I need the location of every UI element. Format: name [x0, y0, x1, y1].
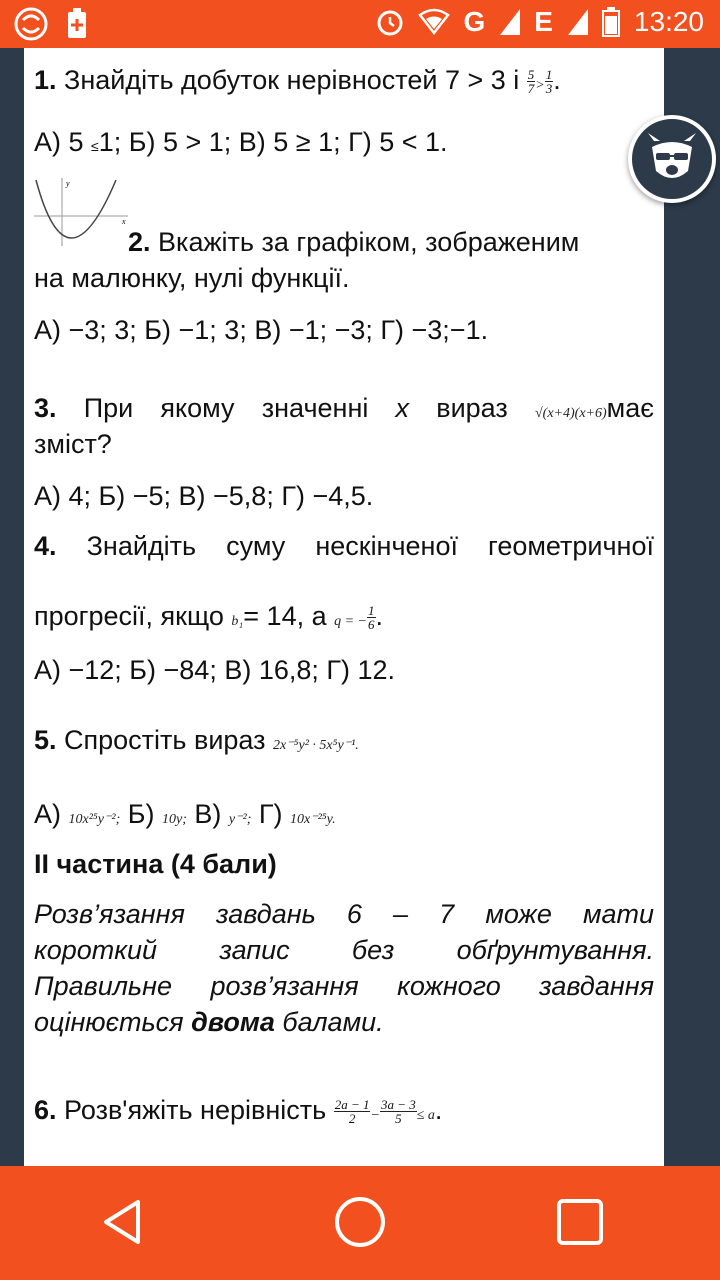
back-icon — [94, 1192, 154, 1252]
home-button[interactable] — [330, 1192, 390, 1252]
fraction: $\frac{1}{3}$ — [545, 67, 553, 97]
document-page[interactable] — [24, 48, 664, 1166]
instructions-line-4: оцінюється двома балами. — [34, 1007, 384, 1037]
network-type-label: G — [463, 6, 487, 37]
section-heading: ІІ частина (4 бали) — [34, 849, 277, 879]
question-4-line-2: прогресії, якщо b₁= 14, а q = − $\frac{1}{6}$ . — [34, 601, 384, 633]
instructions-line-1: Розв’язання завдань 6 – 7 може мати — [34, 899, 654, 929]
signal-icon-2 — [568, 9, 588, 35]
network-type-label-2: E — [534, 6, 554, 37]
question-2-line-2: на малюнку, нулі функції. — [34, 263, 350, 293]
right-margin — [664, 48, 720, 1166]
answers-1: А) 5 ≤1; Б) 5 > 1; В) 5 ≥ 1; Г) 5 < 1. — [34, 127, 448, 157]
question-4: 4. Знайдіть суму нескінченої геометричної — [34, 531, 654, 561]
question-text: Знайдіть добуток нерівностей 7 > 3 і — [56, 65, 527, 95]
sqrt-expression: √(x+4)(x+6) — [534, 406, 607, 421]
question-number: 1. — [34, 65, 57, 95]
question-3-line-2: зміст? — [34, 429, 112, 459]
left-margin — [0, 48, 24, 1166]
sync-icon — [14, 7, 48, 41]
expression: 2x⁻⁵y² · 5x⁵y⁻¹. — [273, 738, 359, 753]
signal-icon — [500, 9, 520, 35]
question-3: 3. При якому значенні x вираз √(x+4)(x+6)має — [34, 393, 654, 423]
question-text: Вкажіть за графіком, зображеним — [150, 227, 580, 257]
fraction: $\frac{2a - 1}{2}$ — [334, 1097, 370, 1127]
navigation-bar — [0, 1166, 720, 1280]
floating-app-button[interactable] — [628, 115, 716, 203]
fraction: $\frac{5}{7}$ — [527, 67, 535, 97]
back-button[interactable] — [94, 1192, 154, 1252]
question-6: 6. Розв'яжіть нерівність $\frac{2a - 1}{2}$ − $\frac{3a - 3}{5}$ ≤ a. — [34, 1095, 443, 1127]
graph-y-label: y — [66, 179, 70, 188]
clock: 13:20 — [633, 6, 704, 37]
question-number: 4. — [34, 531, 57, 561]
answers-4: А) −12; Б) −84; В) 16,8; Г) 12. — [34, 655, 396, 685]
parabola-graph — [32, 176, 132, 248]
instructions-line-3: Правильне розв’язання кожного завдання — [34, 971, 654, 1001]
status-bar — [0, 0, 720, 48]
home-icon — [330, 1192, 390, 1252]
app-mascot-icon — [632, 119, 712, 199]
question-5: 5. Спростіть вираз 2x⁻⁵y² · 5x⁵y⁻¹. — [34, 725, 359, 755]
graph-x-label: x — [122, 217, 126, 226]
fraction: $\frac{3a - 3}{5}$ — [380, 1097, 416, 1127]
question-number: 5. — [34, 725, 57, 755]
answers-3: А) 4; Б) −5; В) −5,8; Г) −4,5. — [34, 481, 374, 511]
question-number: 6. — [34, 1095, 57, 1125]
wifi-icon — [419, 9, 449, 35]
battery-saver-icon — [66, 8, 88, 40]
instructions-line-2: короткий запис без обґрунтування. — [34, 935, 654, 965]
recents-button[interactable] — [550, 1192, 610, 1252]
alarm-icon — [375, 7, 405, 37]
recents-icon — [550, 1192, 610, 1252]
battery-icon — [602, 7, 620, 37]
answers-5: А) 10x²⁵y⁻²; Б) 10y; В) y⁻²; Г) 10x⁻²⁵y. — [34, 799, 336, 829]
question-2 — [128, 224, 654, 260]
question-number: 2. — [128, 227, 151, 257]
question-1: 1. Знайдіть добуток нерівностей 7 > 3 і $\frac{5}{7}$ > $\frac{1}{3}$ . — [34, 65, 561, 97]
question-number: 3. — [34, 393, 57, 423]
fraction: $\frac{1}{6}$ — [368, 603, 375, 633]
answers-2: А) −3; 3; Б) −1; 3; В) −1; −3; Г) −3;−1. — [34, 315, 489, 345]
